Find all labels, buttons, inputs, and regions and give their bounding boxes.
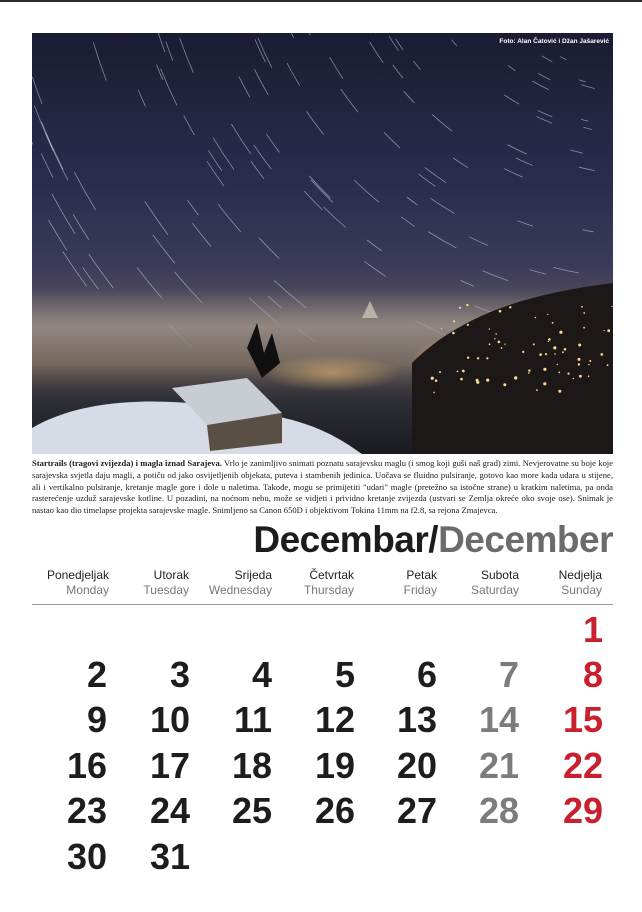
weekday-local: Četvrtak bbox=[309, 568, 354, 582]
city-light bbox=[559, 331, 562, 334]
city-light bbox=[589, 360, 591, 362]
city-light bbox=[539, 353, 542, 356]
star-trail bbox=[452, 40, 457, 46]
city-light bbox=[509, 306, 511, 308]
city-light bbox=[543, 368, 546, 371]
city-light bbox=[462, 370, 465, 373]
weekday-header bbox=[32, 568, 613, 602]
star-trail bbox=[530, 270, 547, 275]
star-trail bbox=[389, 36, 399, 51]
star-trail bbox=[570, 150, 582, 153]
day-number: 19 bbox=[314, 745, 355, 786]
weekday-local: Nedjelja bbox=[558, 568, 602, 582]
city-light bbox=[601, 353, 604, 356]
city-light bbox=[441, 328, 442, 329]
day-number: 13 bbox=[396, 699, 437, 740]
star-trail bbox=[254, 145, 271, 169]
weekday-local: Subota bbox=[480, 568, 519, 582]
day-number: 27 bbox=[396, 790, 437, 831]
star-trail bbox=[166, 42, 173, 61]
star-trail bbox=[553, 267, 579, 273]
star-trail bbox=[419, 174, 436, 186]
weekday-english: Saturday bbox=[470, 583, 519, 597]
city-light bbox=[553, 346, 556, 349]
city-light bbox=[489, 328, 490, 329]
city-light bbox=[514, 376, 517, 379]
star-trail bbox=[288, 33, 294, 38]
city-light bbox=[545, 353, 547, 355]
city-light bbox=[588, 364, 589, 365]
caption-lead: Startrails (tragovi zvijezda) i magla iznad Sarajeva. bbox=[32, 458, 222, 468]
city-light bbox=[607, 329, 610, 332]
star-trail bbox=[153, 235, 175, 264]
city-light bbox=[477, 357, 479, 359]
month-separator: / bbox=[428, 519, 439, 560]
star-trail bbox=[428, 232, 456, 248]
day-number: 4 bbox=[251, 654, 272, 695]
star-trail bbox=[425, 167, 446, 182]
city-light bbox=[562, 351, 564, 353]
star-trail bbox=[583, 127, 592, 129]
city-light bbox=[459, 307, 461, 309]
city-light bbox=[604, 330, 605, 331]
city-light bbox=[435, 379, 438, 382]
city-light bbox=[535, 317, 537, 319]
star-trail bbox=[73, 215, 89, 240]
star-trail bbox=[354, 180, 379, 202]
star-trail bbox=[48, 220, 67, 250]
day-number-sunday: 22 bbox=[562, 745, 603, 786]
weekday-divider bbox=[32, 604, 613, 605]
city-light bbox=[439, 371, 441, 373]
city-light bbox=[557, 364, 558, 365]
city-light bbox=[567, 373, 569, 375]
city-light bbox=[578, 344, 581, 347]
weekday-english: Monday bbox=[66, 583, 109, 597]
star-trail bbox=[32, 77, 42, 104]
star-trail bbox=[255, 69, 269, 95]
day-number-saturday: 7 bbox=[498, 654, 519, 695]
day-number: 30 bbox=[66, 836, 107, 877]
weekday-english: Thursday bbox=[303, 583, 354, 597]
star-trail bbox=[32, 104, 33, 144]
day-number: 31 bbox=[149, 836, 190, 877]
city-light bbox=[583, 327, 585, 329]
star-trail bbox=[52, 194, 75, 234]
star-trail bbox=[341, 89, 358, 112]
city-light bbox=[486, 357, 488, 359]
city-light bbox=[467, 324, 469, 326]
city-light bbox=[528, 369, 530, 371]
weekday-english: Wednesday bbox=[208, 583, 272, 597]
star-trail bbox=[579, 80, 586, 82]
city-light bbox=[547, 314, 548, 315]
day-number: 24 bbox=[149, 790, 190, 831]
city-light bbox=[581, 306, 583, 308]
weekday-english: Friday bbox=[403, 583, 437, 597]
star-trail bbox=[367, 240, 382, 251]
star-trail bbox=[41, 154, 53, 178]
star-trail bbox=[364, 261, 386, 276]
star-trail bbox=[239, 76, 250, 97]
star-trail bbox=[536, 117, 552, 124]
city-light bbox=[503, 383, 506, 386]
star-trail bbox=[413, 61, 420, 70]
star-trail bbox=[560, 57, 566, 60]
star-trail bbox=[213, 138, 234, 170]
star-trail bbox=[538, 74, 550, 80]
day-number: 11 bbox=[233, 699, 272, 740]
day-number-sunday: 1 bbox=[582, 609, 603, 650]
city-light bbox=[522, 351, 524, 353]
day-number-saturday: 21 bbox=[478, 745, 519, 786]
weekday-english: Sunday bbox=[561, 583, 602, 597]
weekday-local: Srijeda bbox=[234, 568, 272, 582]
night-sky-illustration bbox=[32, 33, 613, 454]
day-number: 20 bbox=[396, 745, 437, 786]
star-trail bbox=[161, 69, 177, 106]
city-light bbox=[457, 371, 459, 373]
city-light bbox=[501, 347, 503, 349]
star-trail bbox=[231, 124, 251, 154]
city-light bbox=[536, 389, 538, 391]
day-number-sunday: 15 bbox=[562, 699, 603, 740]
day-number: 3 bbox=[169, 654, 190, 695]
star-trail bbox=[304, 191, 322, 210]
city-light bbox=[558, 390, 561, 393]
city-light bbox=[498, 341, 501, 344]
star-trail bbox=[401, 217, 415, 227]
star-trail bbox=[504, 169, 522, 178]
star-trail bbox=[266, 134, 279, 153]
day-number: 2 bbox=[86, 654, 107, 695]
city-light bbox=[528, 372, 530, 374]
star-trail bbox=[74, 172, 95, 210]
star-trail bbox=[42, 122, 64, 170]
star-trail bbox=[309, 176, 330, 198]
star-trail bbox=[93, 42, 106, 80]
star-trail bbox=[370, 42, 383, 63]
month-name-english: December bbox=[438, 519, 613, 560]
weekday-local: Petak bbox=[406, 568, 437, 582]
day-number: 18 bbox=[231, 745, 272, 786]
day-number: 17 bbox=[149, 745, 190, 786]
star-trail bbox=[138, 90, 145, 106]
star-trail bbox=[188, 200, 199, 215]
star-trail bbox=[208, 150, 222, 171]
star-trail bbox=[89, 254, 114, 288]
photo-startrails-fog bbox=[32, 33, 613, 454]
day-number: 23 bbox=[66, 790, 107, 831]
star-trail bbox=[393, 65, 403, 78]
photo-caption bbox=[32, 458, 613, 517]
city-light bbox=[578, 363, 580, 365]
city-light bbox=[543, 382, 546, 385]
city-light bbox=[489, 343, 491, 345]
weekday-english: Tuesday bbox=[143, 583, 189, 597]
day-number: 25 bbox=[231, 790, 272, 831]
city-light bbox=[533, 343, 535, 345]
city-light bbox=[578, 358, 581, 361]
city-light bbox=[431, 377, 434, 380]
city-light bbox=[499, 310, 502, 313]
day-number-saturday: 28 bbox=[478, 790, 519, 831]
star-trail bbox=[504, 95, 519, 104]
star-trail bbox=[469, 237, 488, 246]
star-trail bbox=[207, 161, 224, 186]
star-trail bbox=[259, 238, 279, 259]
star-trail bbox=[63, 252, 87, 287]
city-light bbox=[504, 344, 505, 345]
month-name-local: Decembar bbox=[253, 519, 429, 560]
city-light bbox=[607, 364, 609, 366]
star-trail bbox=[508, 145, 527, 155]
city-light bbox=[554, 353, 556, 355]
top-border bbox=[0, 0, 642, 2]
star-trail bbox=[145, 201, 168, 234]
city-light bbox=[579, 375, 582, 378]
star-trail bbox=[431, 198, 455, 213]
city-light bbox=[552, 322, 554, 324]
day-number-sunday: 8 bbox=[582, 654, 603, 695]
photo-credit: Foto: Alan Čatović i Džan Jašarević bbox=[499, 38, 609, 45]
city-light bbox=[466, 304, 468, 306]
day-number: 9 bbox=[86, 699, 107, 740]
star-trail bbox=[538, 111, 553, 117]
city-light bbox=[548, 341, 549, 342]
city-light bbox=[452, 332, 455, 335]
star-trail bbox=[154, 33, 165, 52]
star-trail bbox=[579, 167, 595, 170]
star-trail bbox=[508, 66, 515, 71]
star-trail bbox=[432, 114, 452, 131]
star-trail bbox=[453, 158, 468, 168]
weekday-local: Utorak bbox=[153, 568, 189, 582]
star-trail bbox=[192, 223, 211, 246]
city-light bbox=[495, 333, 497, 335]
city-light bbox=[476, 381, 479, 384]
day-number: 26 bbox=[314, 790, 355, 831]
star-trail bbox=[184, 116, 195, 135]
city-light bbox=[573, 378, 574, 379]
city-light bbox=[588, 375, 590, 377]
day-number: 10 bbox=[149, 699, 190, 740]
day-number: 6 bbox=[416, 654, 437, 695]
star-trail bbox=[311, 180, 333, 203]
star-trail bbox=[218, 204, 241, 232]
star-trail bbox=[483, 271, 509, 281]
star-trail bbox=[581, 119, 589, 121]
star-trail bbox=[404, 91, 415, 103]
star-trail bbox=[532, 81, 548, 90]
city-light bbox=[486, 379, 489, 382]
star-trail bbox=[542, 56, 553, 62]
star-trail bbox=[517, 221, 533, 227]
star-trail bbox=[330, 57, 343, 78]
city-light bbox=[494, 338, 495, 339]
star-trail bbox=[583, 230, 594, 232]
star-trail bbox=[180, 38, 194, 73]
star-trail bbox=[251, 161, 264, 178]
city-light bbox=[453, 320, 455, 322]
star-trail bbox=[287, 63, 300, 86]
city-light bbox=[558, 372, 560, 374]
city-light bbox=[564, 348, 567, 351]
city-light bbox=[467, 357, 469, 359]
star-trail bbox=[258, 38, 272, 68]
star-trail bbox=[307, 112, 324, 135]
weekday-sunday bbox=[492, 568, 602, 598]
day-number-saturday: 14 bbox=[478, 699, 519, 740]
city-light bbox=[433, 392, 435, 394]
city-light bbox=[548, 338, 551, 341]
star-trail bbox=[516, 158, 533, 165]
day-number: 16 bbox=[66, 745, 107, 786]
city-light bbox=[611, 306, 612, 307]
caption-body: Vrlo je zanimljivo snimati poznatu sarajevsku maglu (i smog koji guši naš grad) zimi. Nevjerovatne su boje koje sarajevska svjetla daju magli, a potiču od jako osvijetljenih objekata, puteva i stambenih jedinica. Uočava se fluidno pulsiranje, gotovo kao more kada udara u stijene, ali i vertikalno pulsiranje, kretanje magle gore i dole u naletima. Takođe, mogu se primijetiti "udari" magle (pretežno sa istočne strane) u kratkim naletima, pa onda rasterećenje uzduž sarajevske kotline. U pozadini, na noćnom nebu, može se vidjeti i prividno kretanje zvijezda (ustvari se Zemlja okreće oko svoje ose). Snimak je nastao kao dio timelapse projekta sarajevske magle. Snimljeno sa Canon 650D i objektivom Tokina 11mm na f2.8, sa rejona Zmajevca. bbox=[32, 458, 613, 516]
month-title bbox=[253, 519, 613, 561]
city-light bbox=[460, 378, 463, 381]
day-number: 12 bbox=[314, 699, 355, 740]
star-trail bbox=[407, 197, 418, 205]
star-trail bbox=[582, 85, 595, 89]
star-trail bbox=[384, 132, 400, 148]
star-trail bbox=[461, 280, 475, 286]
star-trail bbox=[300, 33, 310, 35]
star-trail bbox=[83, 267, 99, 289]
city-light bbox=[583, 312, 585, 314]
weekday-local: Ponedjeljak bbox=[46, 568, 109, 582]
star-trail bbox=[324, 207, 346, 227]
day-number-sunday: 29 bbox=[562, 790, 603, 831]
day-number: 5 bbox=[334, 654, 355, 695]
